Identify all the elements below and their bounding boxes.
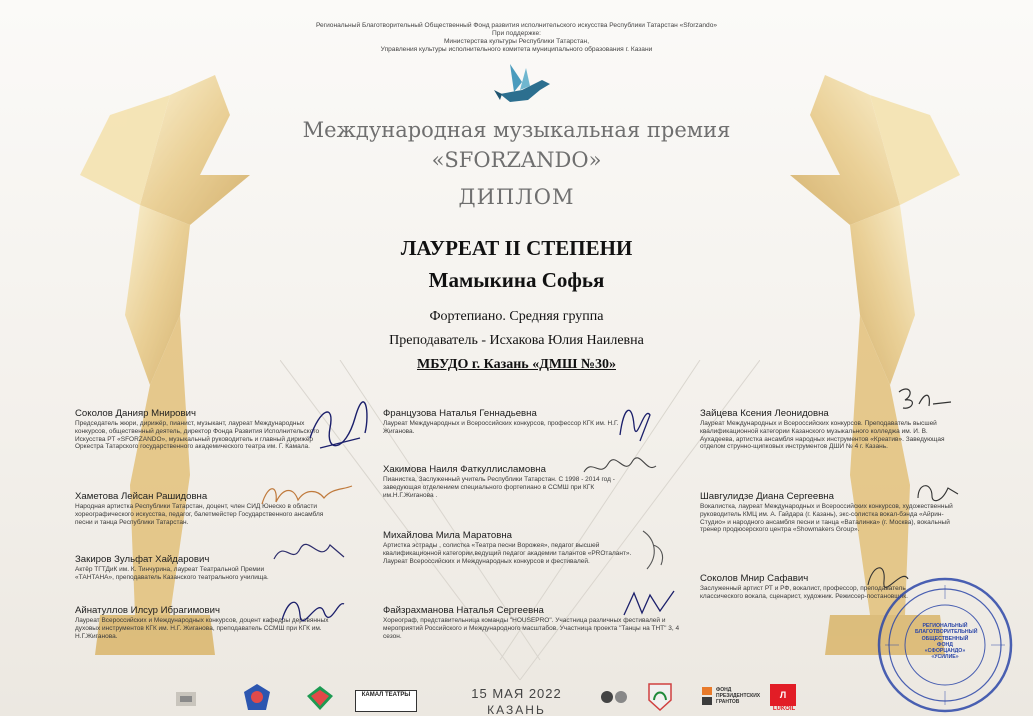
signature-zakirov [270,535,350,571]
juror-card [75,554,295,582]
juror-name: Хаметова Лейсан Рашидовна [75,491,208,502]
juror-card [383,408,623,436]
laureate-rank: ЛАУРЕАТ II СТЕПЕНИ [400,236,633,260]
juror-description: Председатель жюри, дирижёр, пианист, музыкант, лауреат Международных конкурсов, общественный деятель, директор Фонда Развития Исполнительского Искусства РТ «SFORZANDO», музыкальный руководитель и главный дирижёр Оркестра Татарского государственного академического театра им. Г. Камала. [75,420,320,451]
signature-zaitseva [895,382,955,418]
juror-name: Айнатуллов Илсур Ибрагимович [75,605,220,616]
signature-ainatullov [278,590,348,630]
support-ministry: Министерства культуры Республики Татарстан, [443,38,590,45]
juror-description: Пианистка, Заслуженный учитель Республики Татарстан. С 1998 - 2014 год - заведующая отделением специального фортепиано в ССМШ при КГК им.Н.Г.Жиганова . [383,476,615,499]
stamp-center-text [915,623,978,661]
support-label: При поддержке: [492,30,541,37]
juror-description: Артистка эстрады , солистка «Театра песни Ворожея», педагог высшей квалификационной категории,ведущий педагог академии талантов «PROталант». Лауреат Всероссийских и Международных конкурсов и фестивалей. [383,542,632,565]
juror-description: Лауреат Всероссийских и Международных конкурсов, доцент кафедры деревянных духовых инструментов КГК им. Н.Г. Жигановa, преподаватель ССМШ при КГК им. Н.Г.Жиганова. [75,617,329,640]
juror-card [383,530,638,565]
juror-name: Зайцева Ксения Леонидовна [700,408,829,419]
support-department: Управления культуры исполнительного комитета муниципального образования г. Казани [380,46,653,53]
juror-description: Вокалистка, лауреат Международных и Всероссийских конкурсов, художественный руководитель КМЦ им. А. Гайдара (г. Казань), экс-солистка вокал-бэнда «Айрин-Студио» и народного ансамбля песни и танца «Вaталинка» (г. Москва), вокальный тренер продюсерского центра «Showmakers Group». [700,503,953,534]
sponsor-logo-icon [597,684,631,710]
stamp-line: ОБЩЕСТВЕННЫЙ ФОНД [921,635,969,648]
kamal-theatre-logo [355,690,417,712]
stamp-line: БЛАГОТВОРИТЕЛЬНЫЙ [915,629,978,636]
juror-name: Соколов Мнир Сафавич [700,573,809,584]
diploma-date: 15 МАЯ 2022 [471,686,562,701]
presidential-grants-icon [700,685,714,707]
award-title-line2: «SFORZANDO» [431,148,602,172]
kamal-theatre-text: КАМАЛ ТЕАТРЫ [361,692,411,698]
recipient-category: Фортепиано. Средняя группа [429,309,604,324]
juror-name: Михайлова Мила Маратовна [383,530,512,541]
signature-faizrakhmanova [620,585,680,625]
juror-name: Шавгулидзе Диана Сергеевна [700,491,834,502]
lukoil-logo-icon: Л [770,684,796,706]
signature-frantsuzova [610,395,660,445]
kazan-coat-of-arms-icon [643,680,677,712]
dove-logo-icon [492,60,552,108]
juror-description: Лауреат Международных и Всероссийских конкурсов. Преподаватель высшей квалификационной категории Казанского музыкального колледжа им. И. В. Аухадеева, артистка ансамбля народных инструментов «Креатив». Заведующая отделом струнно-щипковых инструментов ДШИ № 4 г. Казань. [700,420,945,451]
stamp-line: РЕГИОНАЛЬНЫЙ [922,623,968,629]
juror-description: Лауреат Международных и Всероссийских конкурсов, профессор КГК им. Н.Г. Жиганова. [383,420,619,435]
stamp-line: «СФОРЦАНДО» [924,648,966,655]
juror-description: Актёр ТГТДиК им. К. Тинчурина, лауреат Театральной Премии «ТАНТАНА», преподаватель Казанского театрального училища. [75,566,269,581]
sponsor-logo-icon [172,688,200,710]
juror-name: Соколов Данияр Мнирович [75,408,196,419]
signature-khakimova [580,452,660,484]
juror-description: Хореограф, представительница команды "HOUSEPRO". Участница различных фестивалей и мероприятий Российского и Международного масштабов. Участница проекта "Танцы на ТНТ" 3, 4 сезон. [383,617,680,640]
diploma-city: КАЗАНЬ [487,703,546,716]
juror-card [75,408,325,451]
recipient-teacher: Преподаватель - Исхакова Юлия Наилевна [389,333,644,348]
lukoil-text: LUKOIL [772,706,796,712]
juror-name: Файзрахманова Наталья Сергеевна [383,605,544,616]
presidential-grants-text: ФОНД ПРЕЗИДЕНТСКИХ ГРАНТОВ [716,687,761,705]
award-title-line1: Международная музыкальная премия [302,118,731,142]
juror-description: Народная артистка Республики Татарстан, доцент, член СИД Юнеско в области хореографического искусства, педагог, балетмейстер Государственного ансамбля песни и танца Республики Татарстан. [75,503,324,526]
juror-name: Хакимова Наиля Фаткуллисламовна [383,464,546,475]
juror-description: Заслуженный артист РТ и РФ, вокалист, профессор, преподаватель классического вокала, сценарист, художник. Режиссер-постановщик. [700,585,908,600]
organizer-line: Региональный Благотворительный Общественный Фонд развития исполнительского искусства Республики Татарстан «Sforzando» [315,22,718,29]
stamp-line: «УСИЛИЕ» [931,654,959,661]
juror-name: Французова Наталья Геннадьевна [383,408,537,419]
signature-shavgulidze [912,478,962,508]
signature-sokolov-d [305,398,375,458]
recipient-name: Мамыкина Софья [428,268,605,292]
diploma-heading: ДИПЛОМ [458,185,575,209]
recipient-school: МБУДО г. Казань «ДМШ №30» [417,357,616,372]
ministry-emblem-icon [240,682,274,712]
recipient-school-wrap [0,355,1033,373]
signature-khametova [258,478,358,514]
signature-mikhailova [635,525,671,575]
juror-name: Закиров Зульфат Хайдарович [75,554,210,565]
tatarstan-logo-icon [305,684,335,712]
